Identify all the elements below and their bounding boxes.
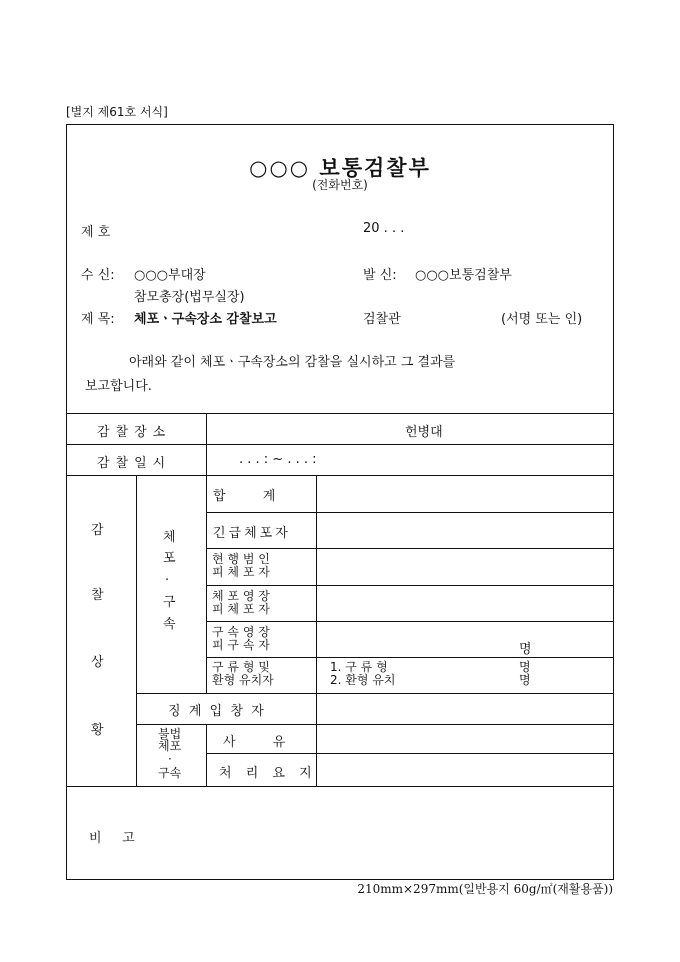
page-title: ○○○ 보통검찰부 bbox=[249, 155, 431, 180]
remarks-label: 비 고 bbox=[89, 831, 135, 846]
prosecutor-label: 검찰관 bbox=[363, 312, 401, 327]
subject-label: 제 목: bbox=[81, 312, 115, 327]
phone-number-label: (전화번호) bbox=[312, 178, 368, 192]
custody-item1: 1. 구 류 형 bbox=[330, 660, 388, 674]
inspection-place-value: 헌병대 bbox=[405, 425, 443, 440]
arrest-char-4: 구 bbox=[163, 595, 176, 610]
arrest-char-3: · bbox=[165, 573, 170, 588]
arrest-char-5: 속 bbox=[163, 617, 176, 632]
disciplinary-confinement-label: 징 계 입 창 자 bbox=[168, 704, 264, 719]
custody-line1: 구 류 형 및 bbox=[212, 660, 270, 674]
sender-value: ○○○보통검찰부 bbox=[415, 268, 512, 283]
warrant-arrest-line1: 체 포 영 장 bbox=[212, 589, 270, 603]
subject-value: 체포ㆍ구속장소 감찰보고 bbox=[134, 312, 277, 327]
status-char-4: 황 bbox=[91, 723, 104, 738]
report-form bbox=[66, 124, 614, 880]
status-char-2: 찰 bbox=[91, 588, 104, 603]
detention-line2: 피 구 속 자 bbox=[212, 638, 270, 652]
emergency-arrest-label: 긴급체포자 bbox=[213, 526, 291, 541]
flagrant-line1: 현 행 범 인 bbox=[212, 552, 270, 566]
document-date: 20 . . . bbox=[363, 221, 405, 236]
custody-line2: 환형 유치자 bbox=[212, 673, 274, 687]
illegal-char-3: · bbox=[168, 752, 172, 766]
illegal-char-1: 불법 bbox=[158, 727, 182, 741]
custody-unit2: 명 bbox=[519, 673, 531, 687]
detention-line1: 구 속 영 장 bbox=[212, 625, 270, 639]
inspection-date-label: 감찰일시 bbox=[97, 456, 172, 471]
body-text-line1: 아래와 같이 체포ㆍ구속장소의 감찰을 실시하고 그 결과를 bbox=[129, 355, 456, 370]
illegal-char-4: 구속 bbox=[158, 766, 182, 780]
recipient-label: 수 신: bbox=[81, 268, 115, 283]
status-char-1: 감 bbox=[91, 523, 104, 538]
recipient-secondary: 참모총장(법무실장) bbox=[134, 290, 245, 305]
warrant-arrest-line2: 피 체 포 자 bbox=[212, 602, 270, 616]
reason-label: 사 유 bbox=[223, 735, 286, 750]
inspection-date-value: . . . : ~ . . . : bbox=[239, 452, 317, 467]
signature-label: (서명 또는 인) bbox=[501, 312, 583, 327]
custody-item2: 2. 환형 유치 bbox=[330, 673, 396, 687]
action-summary-label: 처 리 요 지 bbox=[219, 766, 317, 781]
inspection-place-label: 감찰장소 bbox=[97, 425, 172, 440]
status-char-3: 상 bbox=[91, 655, 104, 670]
recipient-value: ○○○부대장 bbox=[134, 268, 206, 283]
document-number-label: 제 호 bbox=[81, 225, 111, 240]
sender-label: 발 신: bbox=[363, 268, 397, 283]
flagrant-line2: 피 체 포 자 bbox=[212, 565, 270, 579]
body-text-line2: 보고합니다. bbox=[85, 379, 152, 394]
form-number-label: [별지 제61호 서식] bbox=[66, 105, 168, 119]
illegal-char-2: 체포 bbox=[158, 739, 182, 753]
detention-unit: 명 bbox=[519, 642, 532, 657]
total-label: 합 계 bbox=[213, 489, 276, 504]
arrest-char-1: 체 bbox=[163, 530, 176, 545]
custody-unit1: 명 bbox=[519, 660, 531, 674]
paper-spec-footer: 210mm×297mm(일반용지 60g/㎡(재활용품)) bbox=[357, 882, 613, 896]
arrest-char-2: 포 bbox=[163, 551, 176, 566]
